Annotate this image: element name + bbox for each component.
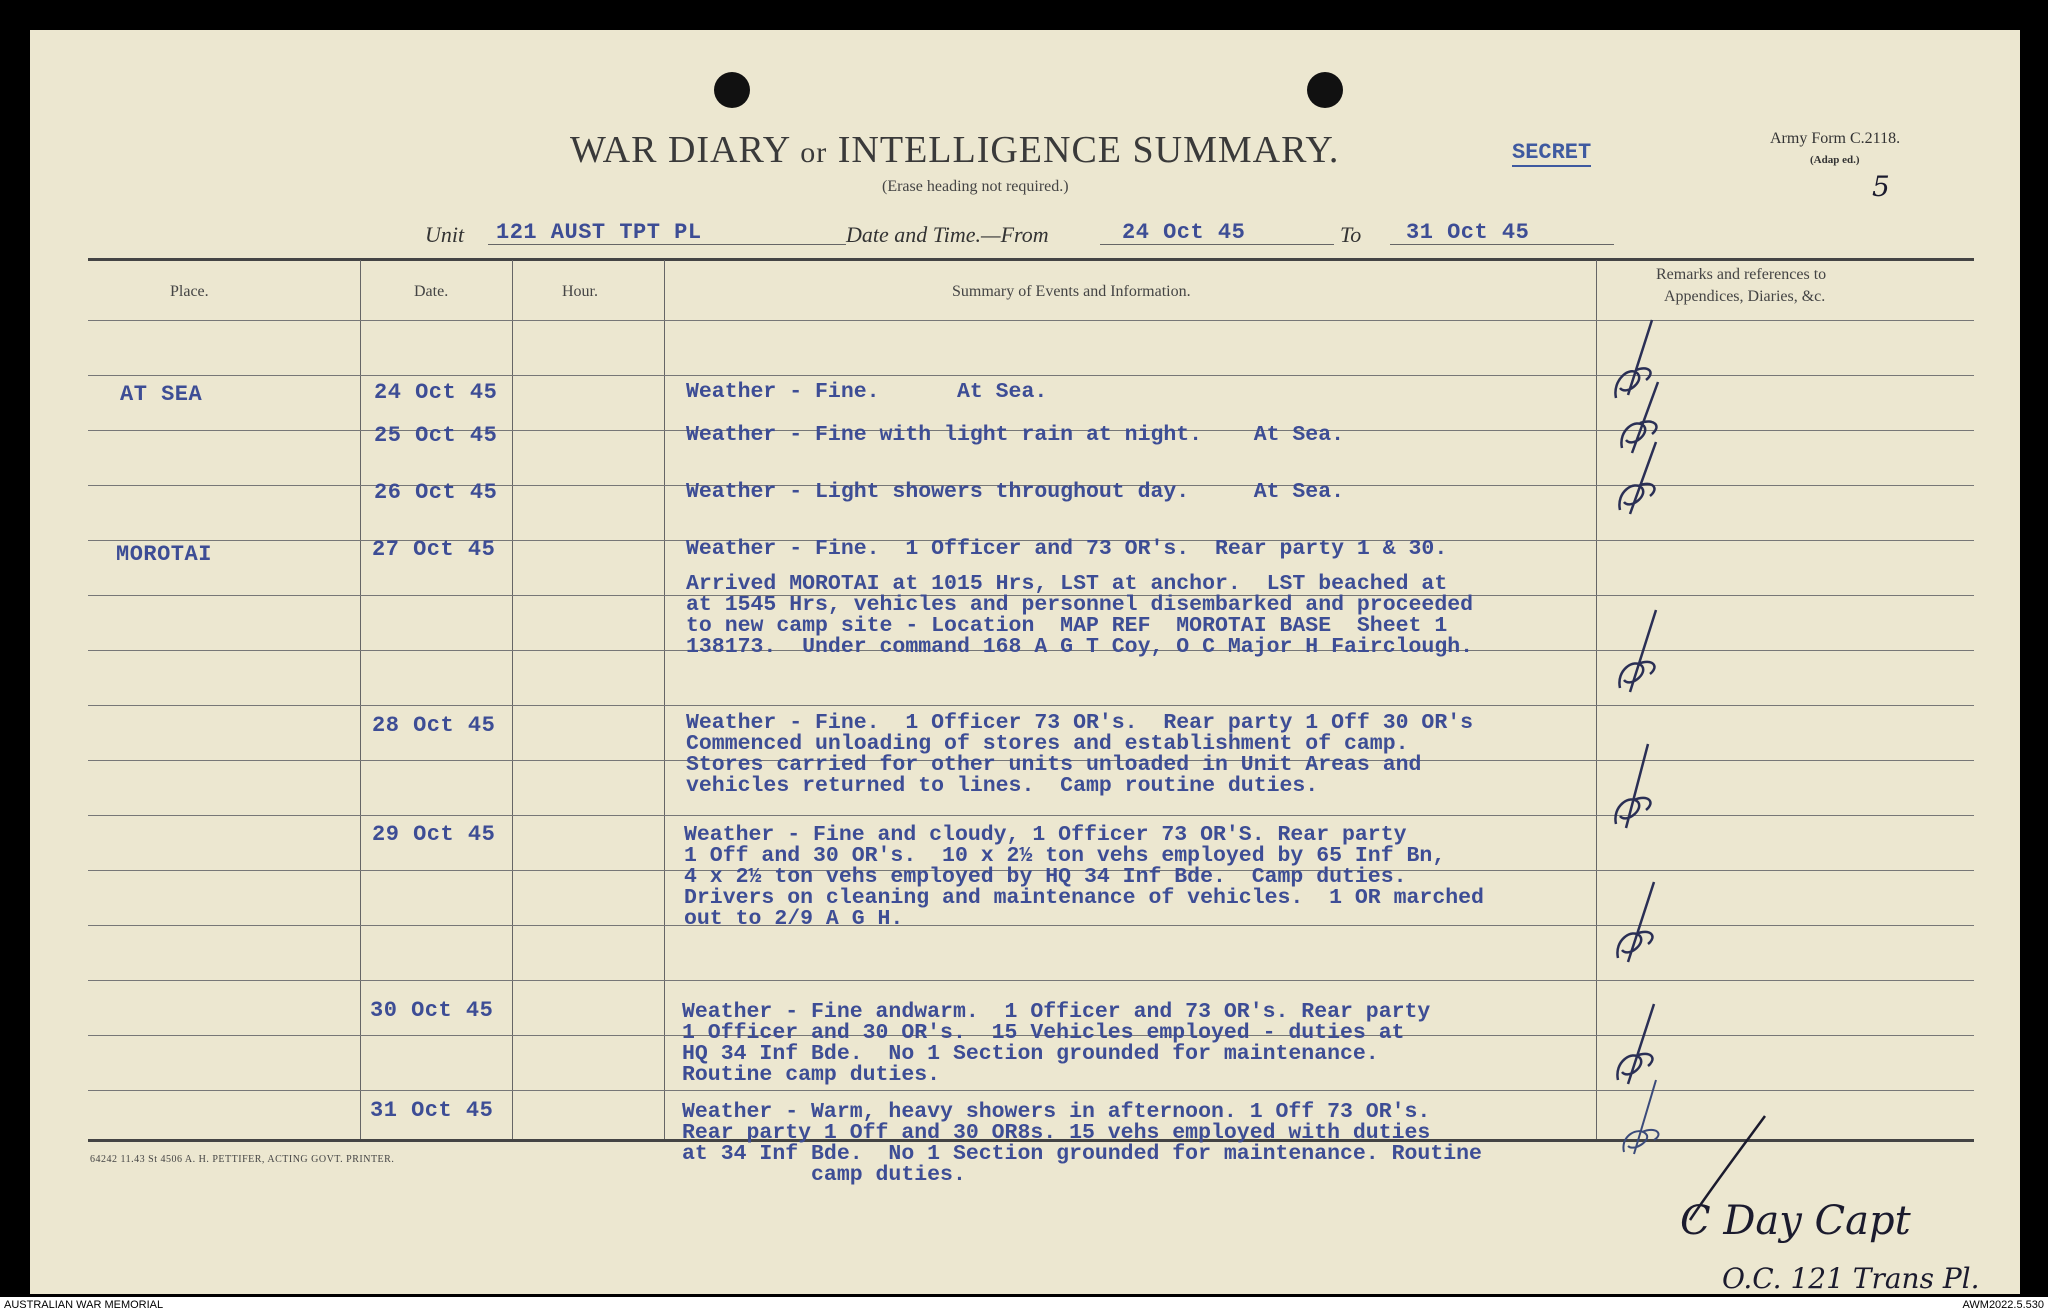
- signature-title: O.C. 121 Trans Pl.: [1722, 1262, 1980, 1295]
- entry-24-oct: Weather - Fine. At Sea.: [686, 380, 1048, 404]
- to-value: 31 Oct 45: [1406, 220, 1530, 245]
- date-29-oct: 29 Oct 45: [372, 822, 496, 847]
- corner-mark: 5: [1872, 170, 1890, 203]
- initials-mark-27-oct: [1612, 598, 1672, 698]
- date-27-oct: 27 Oct 45: [372, 537, 496, 562]
- row-rule: [88, 980, 1974, 981]
- col-divider-hour: [512, 260, 513, 1139]
- punch-hole-right: [1307, 72, 1343, 108]
- table-top-rule: [88, 258, 1974, 261]
- secret-stamp: SECRET: [1512, 140, 1592, 165]
- from-value: 24 Oct 45: [1122, 220, 1246, 245]
- date-25-oct: 25 Oct 45: [374, 423, 498, 448]
- col-header-summary: Summary of Events and Information.: [952, 283, 1191, 300]
- to-label: To: [1340, 222, 1362, 247]
- archive-footer: [0, 1297, 2048, 1314]
- date-30-oct: 30 Oct 45: [370, 998, 494, 1023]
- entry-29-oct: Weather - Fine and cloudy, 1 Officer 73 OR'S. Rear party 1 Off and 30 OR's. 10 x 2½ ton vehs employed by 65 Inf Bn, 4 x 2½ ton vehs employed by HQ 34 Inf Bde. Camp duties. Drivers on cleaning and maintenance of vehicles. 1 OR marched out to 2/9 A G H.: [684, 823, 1484, 931]
- initials-mark-28-oct: [1608, 736, 1668, 836]
- date-24-oct: 24 Oct 45: [374, 380, 498, 405]
- army-form-label: Army Form C.2118.: [1770, 130, 1901, 147]
- unit-value: 121 AUST TPT PL: [496, 220, 702, 245]
- col-divider-date: [360, 260, 361, 1139]
- header-rule: [88, 320, 1974, 321]
- col-header-date: Date.: [414, 283, 449, 300]
- row-rule: [88, 815, 1974, 816]
- place-at-sea: AT SEA: [120, 382, 203, 407]
- date-26-oct: 26 Oct 45: [374, 480, 498, 505]
- col-header-place: Place.: [170, 283, 209, 300]
- entry-30-oct: Weather - Fine andwarm. 1 Officer and 73 OR's. Rear party 1 Officer and 30 OR's. 15 Vehicles employed - duties at HQ 34 Inf Bde. No 1 Section grounded for maintenance. Routine camp duties.: [682, 1000, 1431, 1087]
- entry-25-oct: Weather - Fine with light rain at night. At Sea.: [686, 423, 1345, 447]
- entry-27-oct-detail: Arrived MOROTAI at 1015 Hrs, LST at anchor. LST beached at at 1545 Hrs, vehicles and personnel disembarked and proceeded to new camp site - Location MAP REF MOROTAI BASE Sheet 1 138173. Under command 168 A G T Coy, O C Major H Fairclough.: [686, 572, 1474, 659]
- punch-hole-left: [714, 72, 750, 108]
- signature-name: C Day Capt: [1680, 1198, 1911, 1244]
- to-underline: [1390, 244, 1614, 245]
- archive-reference: AWM2022.5.530: [1962, 1299, 2044, 1311]
- col-header-hour: Hour.: [562, 283, 598, 300]
- date-from-label: Date and Time.—From: [846, 222, 1049, 247]
- entry-31-oct: Weather - Warm, heavy showers in afternoon. 1 Off 73 OR's. Rear party 1 Off and 30 OR8s. 15 vehs employed with duties at 34 Inf Bde. No 1 Section grounded for maintenance. Routine camp duties.: [682, 1100, 1482, 1187]
- initials-mark-31-oct: [1616, 1074, 1676, 1164]
- army-form-sub: (Adap ed.): [1810, 154, 1860, 166]
- date-28-oct: 28 Oct 45: [372, 713, 496, 738]
- unit-underline: [488, 244, 846, 245]
- form-title: WAR DIARY or INTELLIGENCE SUMMARY.: [570, 129, 1340, 171]
- erase-note: (Erase heading not required.): [882, 178, 1069, 195]
- col-divider-summary: [664, 260, 665, 1139]
- initials-mark-26-oct: [1612, 422, 1672, 522]
- diary-sheet: [30, 30, 2020, 1294]
- entry-27-oct-line1: Weather - Fine. 1 Officer and 73 OR's. Rear party 1 & 30.: [686, 537, 1448, 561]
- entry-28-oct: Weather - Fine. 1 Officer 73 OR's. Rear party 1 Off 30 OR's Commenced unloading of stores and establishment of camp. Stores carried for other units unloaded in Unit Areas and vehicles returned to lines. Camp routine duties.: [686, 711, 1474, 798]
- date-31-oct: 31 Oct 45: [370, 1098, 494, 1123]
- printer-imprint: 64242 11.43 St 4506 A. H. PETTIFER, ACTING GOVT. PRINTER.: [90, 1154, 395, 1165]
- row-rule: [88, 1090, 1974, 1091]
- entry-26-oct: Weather - Light showers throughout day. At Sea.: [686, 480, 1345, 504]
- row-rule: [88, 375, 1974, 376]
- initials-mark-29-oct: [1610, 872, 1670, 972]
- col-header-remarks-2: Appendices, Diaries, &c.: [1664, 288, 1826, 305]
- unit-label: Unit: [425, 222, 465, 247]
- archive-name: AUSTRALIAN WAR MEMORIAL: [4, 1299, 164, 1311]
- from-underline: [1100, 244, 1334, 245]
- row-rule: [88, 705, 1974, 706]
- col-header-remarks-1: Remarks and references to: [1656, 266, 1827, 283]
- place-morotai: MOROTAI: [116, 542, 212, 567]
- col-divider-remarks: [1596, 260, 1597, 1139]
